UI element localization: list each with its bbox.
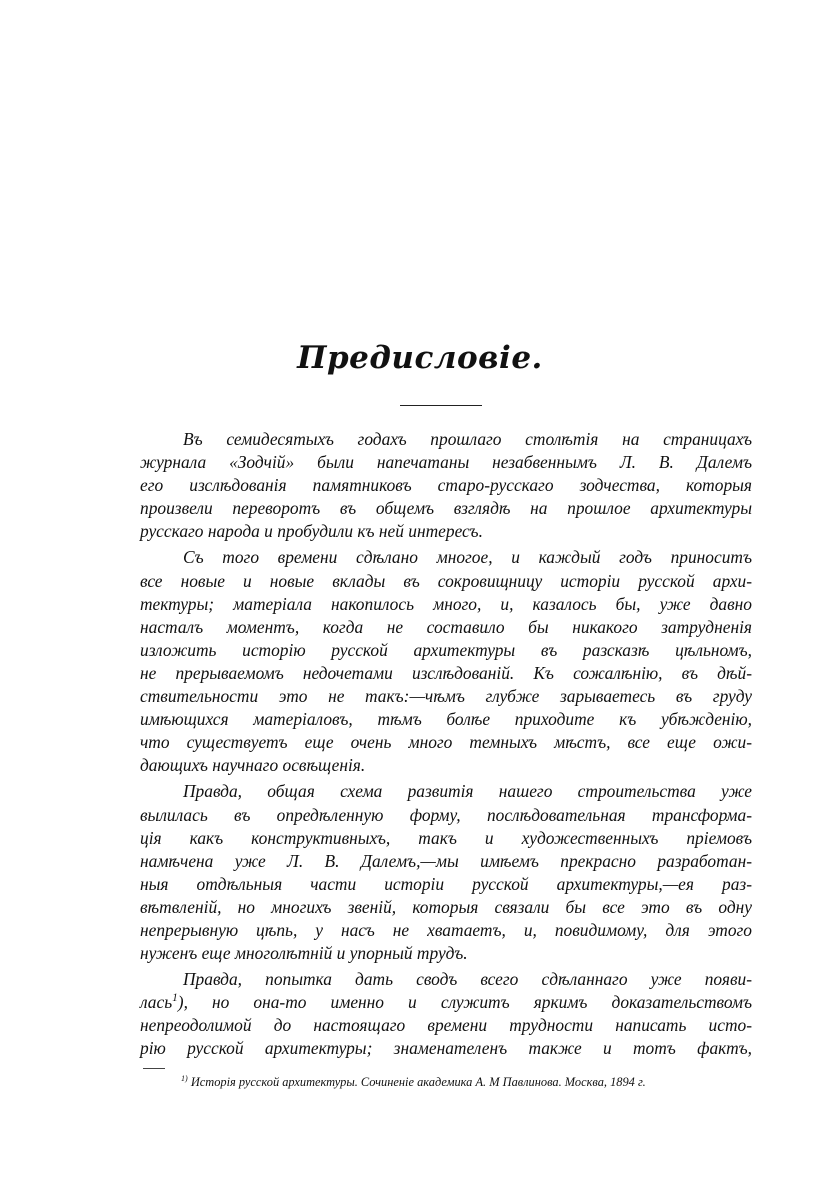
text-line: Правда, попытка дать сводъ всего сдѣланнаго уже появи- [183, 969, 752, 990]
body-text [140, 428, 752, 1061]
text-line: Съ того времени сдѣлано многое, и каждый годъ приноситъ [183, 547, 752, 568]
text-line: его изслѣдованія памятниковъ старо-русскаго зодчества, которыя [140, 475, 752, 496]
text-line: имѣющихся матеріаловъ, тѣмъ болѣе приходите къ убѣжденію, [140, 709, 752, 730]
page-title: Предисловіе. [297, 340, 543, 376]
paragraph-1 [140, 428, 752, 543]
text-line: не прерываемомъ недочетами изслѣдованій. Къ сожалѣнію, въ дѣй- [140, 662, 752, 683]
text-line: рію русской архитектуры; знаменателенъ также и тотъ фактъ, [140, 1038, 752, 1059]
text-line: непреодолимой до настоящаго времени трудности написать исто- [140, 1015, 752, 1036]
text-line: дающихъ научнаго освѣщенія. [140, 755, 366, 776]
text-line: тектуры; матеріала накопилось много, и, казалось бы, уже давно [140, 593, 752, 614]
paragraph-2 [140, 546, 752, 777]
text-line: изложить исторію русской архитектуры въ разсказѣ цѣльномъ, [140, 639, 752, 660]
footnote-text: Исторія русской архитектуры. Сочиненіе академика А. М Павлинова. Москва, 1894 г. [190, 1075, 646, 1089]
text-line: ныя отдѣльныя части исторіи русской архитектуры,—ея раз- [140, 873, 752, 894]
text-line: вѣтвленій, но многихъ звеній, которыя связали бы все это въ одну [140, 896, 752, 917]
text-line [140, 991, 752, 1014]
footnote-separator [143, 1068, 165, 1069]
footnote-reference: 1 [172, 992, 178, 1005]
text-line: непрерывную цѣпь, у насъ не хватаетъ, и, повидимому, для этого [140, 919, 752, 940]
text-line: насталъ моментъ, когда не составило бы никакого затрудненія [140, 616, 752, 637]
text-span: лась [140, 992, 173, 1013]
text-line: ція какъ конструктивныхъ, такъ и художественныхъ пріемовъ [140, 827, 752, 848]
text-line: ствительности это не такъ:—чѣмъ глубже зарываетесь въ груду [140, 686, 752, 707]
text-line: произвели переворотъ въ общемъ взглядѣ на прошлое архитектуры [140, 498, 752, 519]
text-line: намѣчена уже Л. В. Далемъ,—мы имѣемъ прекрасно разработан- [140, 850, 752, 871]
title-underline-rule [400, 405, 482, 406]
footnote-marker: 1) [181, 1073, 188, 1083]
paragraph-3 [140, 780, 752, 965]
text-line: нуженъ еще многолѣтній и упорный трудъ. [140, 943, 468, 964]
text-line: русскаго народа и пробудили къ ней интересъ. [140, 521, 483, 542]
text-line: все новые и новые вклады въ сокровищницу исторіи русской архи- [140, 570, 752, 591]
text-line: журнала «Зодчій» были напечатаны незабвеннымъ Л. В. Далемъ [140, 452, 752, 473]
text-line: Въ семидесятыхъ годахъ прошлаго столѣтія на страницахъ [183, 429, 752, 449]
text-line: Правда, общая схема развитія нашего строительства уже [183, 781, 752, 802]
text-line: что существуетъ еще очень много темныхъ мѣстъ, все еще ожи- [140, 732, 752, 753]
text-line: вылилась въ опредѣленную форму, послѣдовательная трансформа- [140, 804, 752, 825]
paragraph-4 [140, 968, 752, 1060]
footnote [181, 1074, 761, 1090]
text-span: ), но она-то именно и служитъ яркимъ доказательствомъ [177, 992, 752, 1013]
